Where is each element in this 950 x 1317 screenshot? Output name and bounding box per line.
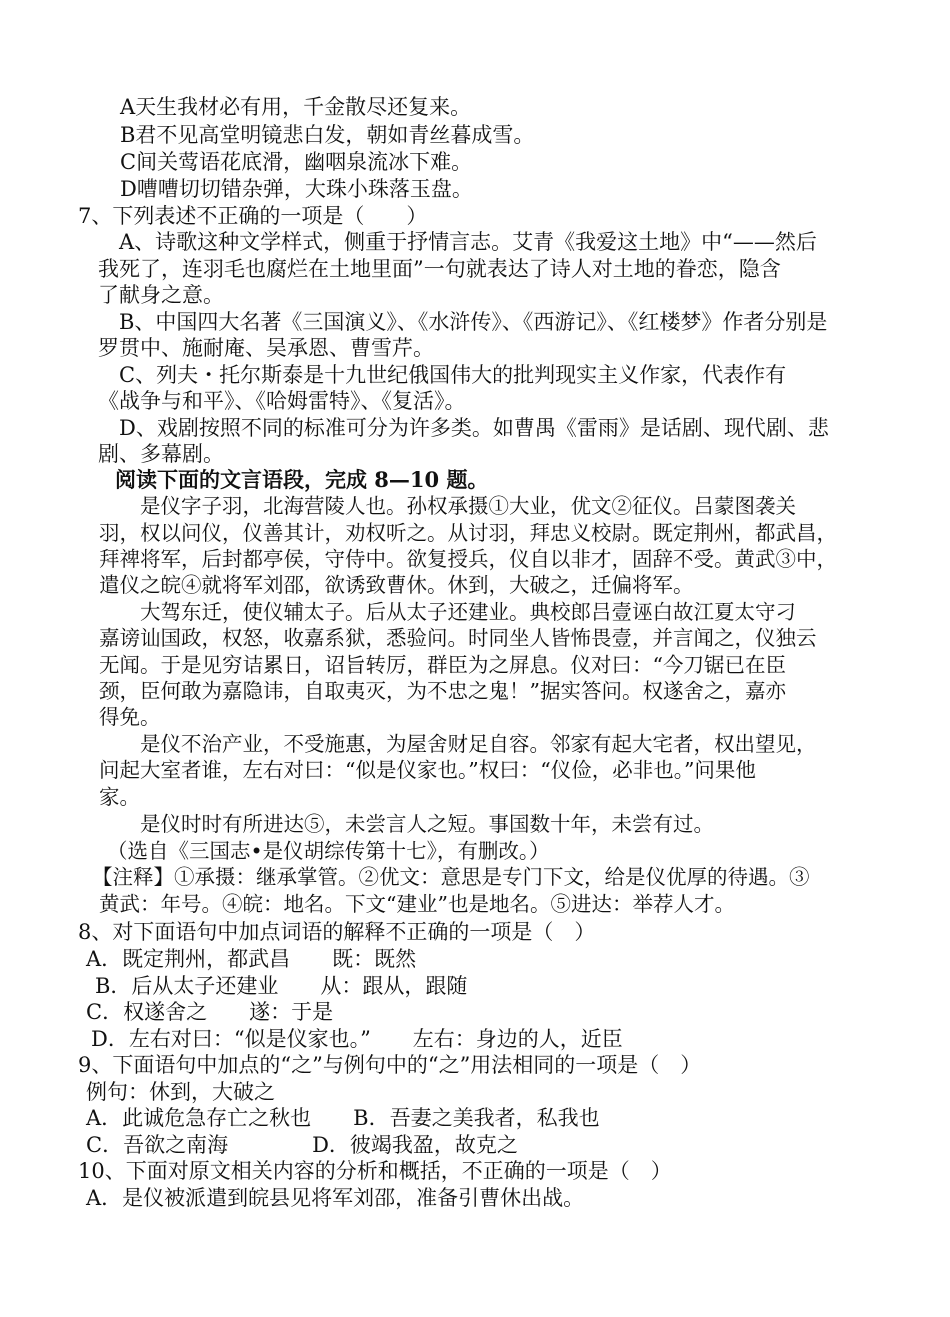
passage-notes: 【注释】①承摄：继承掌管。②优文：意思是专门下文，给是仪优厚的待遇。③ [92, 865, 810, 889]
passage-line: 嘉谤讪国政，权怒，收嘉系狱，悉验问。时同坐人皆怖畏壹，并言闻之，仪独云 [99, 626, 817, 650]
q6-option-d: D嘈嘈切切错杂弹，大珠小珠落玉盘。 [120, 177, 473, 201]
q9-options-cd: C．吾欲之南海 D．彼竭我盈，故克之 [86, 1133, 518, 1157]
q6-option-b: B君不见高堂明镜悲白发，朝如青丝暮成雪。 [120, 123, 535, 147]
passage-source: （选自《三国志•是仪胡综传第十七》，有删改。） [107, 839, 550, 863]
q8-option-d: D．左右对曰：“似是仪家也。” 左右：身边的人，近臣 [91, 1027, 623, 1051]
q6-option-c: C间关莺语花底滑，幽咽泉流冰下难。 [120, 150, 473, 174]
passage-line: 问起大室者谁，左右对曰：“似是仪家也。”权曰：“仪俭，必非也。”问果他 [99, 758, 756, 782]
passage-line: 羽，权以问仪，仪善其计，劝权听之。从讨羽，拜忠义校尉。既定荆州，都武昌， [99, 521, 837, 545]
reading-heading: 阅读下面的文言语段，完成 8—10 题。 [115, 467, 489, 492]
passage-line: 是仪不治产业，不受施惠，为屋舍财足自容。邻家有起大宅者，权出望见， [140, 732, 817, 756]
passage-line: 遣仪之皖④就将军刘邵，欲诱致曹休。休到，大破之，迁偏将军。 [99, 573, 694, 597]
q10-stem: 10、下面对原文相关内容的分析和概括，不正确的一项是（ ） [78, 1159, 672, 1183]
q10-option-a: A．是仪被派遣到皖县见将军刘邵，准备引曹休出战。 [86, 1186, 585, 1210]
q7-line: D、戏剧按照不同的标准可分为许多类。如曹禺《雷雨》是话剧、现代剧、悲 [119, 416, 829, 440]
q8-option-b: B．后从太子还建业 从：跟从，跟随 [95, 974, 468, 998]
q7-line: 《战争与和平》、《哈姆雷特》、《复活》。 [98, 389, 466, 413]
passage-line: 得免。 [99, 705, 161, 729]
passage-line: 颈，臣何敢为嘉隐讳，自取夷灭，为不忠之鬼！”据实答问。权遂舍之，嘉亦 [99, 679, 786, 703]
passage-line: 无闻。于是见穷诘累日，诏旨转厉，群臣为之屏息。仪对曰：“今刀锯已在臣 [99, 653, 786, 677]
q7-line: C、列夫・托尔斯泰是十九世纪俄国伟大的批判现实主义作家，代表作有 [119, 363, 787, 387]
q8-option-a: A．既定荆州，都武昌 既：既然 [86, 947, 417, 971]
q7-line: 我死了，连羽毛也腐烂在土地里面”一句就表达了诗人对土地的眷恋，隐含 [98, 257, 781, 281]
passage-line: 大驾东迁，使仪辅太子。后从太子还建业。典校郎吕壹诬白故江夏太守刁 [140, 600, 796, 624]
q8-stem: 8、对下面语句中加点词语的解释不正确的一项是（ ） [78, 920, 596, 944]
q7-line: A、诗歌这种文学样式，侧重于抒情言志。艾青《我爱这土地》中“——然后 [119, 230, 817, 254]
passage-notes: 黄武：年号。④皖：地名。下文“建业”也是地名。⑤进达：举荐人才。 [99, 892, 735, 916]
q9-example: 例句：休到，大破之 [86, 1080, 275, 1104]
q7-stem: 7、下列表述不正确的一项是（ ） [78, 204, 428, 228]
q7-line: 罗贯中、施耐庵、吴承恩、曹雪芹。 [98, 336, 434, 360]
q6-option-a: A天生我材必有用，千金散尽还复来。 [120, 95, 472, 119]
q8-option-c: C．权遂舍之 遂：于是 [86, 1000, 334, 1024]
q9-options-ab: A．此诚危急存亡之秋也 B．吾妻之美我者，私我也 [86, 1106, 600, 1130]
passage-line: 是仪字子羽，北海营陵人也。孙权承摄①大业，优文②征仪。吕蒙图袭关 [140, 494, 796, 518]
q9-stem: 9、下面语句中加点的“之”与例句中的“之”用法相同的一项是（ ） [78, 1053, 702, 1077]
q7-line: 了献身之意。 [98, 283, 224, 307]
q7-line: 剧、多幕剧。 [98, 442, 224, 466]
passage-line: 是仪时时有所进达⑤，未尝言人之短。事国数十年，未尝有过。 [140, 812, 714, 836]
passage-line: 家。 [99, 785, 140, 809]
passage-line: 拜禆将军，后封都亭侯，守侍中。欲复授兵，仪自以非才，固辞不受。黄武③中， [99, 547, 837, 571]
q7-line: B、中国四大名著《三国演义》、《水浒传》、《西游记》、《红楼梦》作者分别是 [119, 310, 828, 334]
